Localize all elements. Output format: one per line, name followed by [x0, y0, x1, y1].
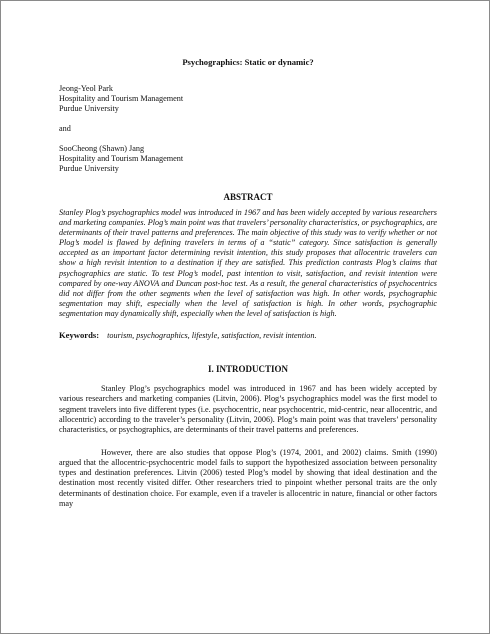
author-institution: Purdue University	[59, 164, 119, 173]
paper-title: Psychographics: Static or dynamic?	[182, 57, 314, 67]
section-heading: I. INTRODUCTION	[207, 364, 288, 375]
page-content	[59, 57, 437, 521]
author-conjunction: and	[59, 124, 71, 133]
author-department: Hospitality and Tourism Management	[59, 154, 184, 163]
body-paragraph-2: However, there are also studies that oppose Plog’s (1974, 2001, and 2002) claims. Smith (1990) argued that the allocentric-psychocentric model fails to support the hypothesized association between personality types and destination preferences. Litvin (2006) tested Plog’s model by showing that ideal destination and the destination most recently visited differ. Other researchers tried to pinpoint whether personal traits are the only determinants of destination choice. For example, even if a traveler is allocentric in nature, financial or other factors may	[59, 447, 437, 508]
keywords-text: tourism, psychographics, lifestyle, satisfaction, revisit intention.	[107, 331, 317, 341]
keywords-label: Keywords:	[59, 330, 100, 341]
author-institution: Purdue University	[59, 104, 119, 113]
keywords-line	[59, 330, 437, 341]
author-name: SooCheong (Shawn) Jang	[59, 144, 145, 153]
author-block-2	[59, 144, 437, 174]
abstract-text: Stanley Plog’s psychographics model was introduced in 1967 and has been widely accepted by various researchers and marketing companies. Plog’s main point was that travelers’ personality characteristics, or psychographics, are determinants of their travel patterns and preferences. The main objective of this study was to verify whether or not Plog’s model is flawed by defining travelers in terms of a “static” category. Since satisfaction is generally accepted as an important factor determining revisit intention, this study proposes that allocentric travelers can show a high revisit intention to a destination if they are satisfied. This prediction contrasts Plog’s claims that psychographics are static. To test Plog’s model, past intention to visit, satisfaction, and revisit intention were compared by one-way ANOVA and Duncan post-hoc test. As a result, the general characteristics of psychocentrics did not differ from the other segments when the level of satisfaction was high. In other words, psychographic segmentation may shift, especially when the level of satisfaction is high. In other words, psychographic segmentation may dynamically shift, especially when the level of satisfaction is high.	[59, 208, 437, 318]
author-department: Hospitality and Tourism Management	[59, 94, 184, 103]
author-name: Jeong-Yeol Park	[59, 84, 113, 93]
author-block-1	[59, 84, 437, 114]
body-paragraph-1: Stanley Plog’s psychographics model was introduced in 1967 and has been widely accepted by various researchers and marketing companies (Litvin, 2006). Plog’s psychographics model was the first model to segment travelers into five different types (i.e. psychocentric, near psychocentric, mid-centric, near allocentric, and allocentric) according to the traveler’s personality (Litvin, 2006). Plog’s main point was that travelers’ personality characteristics, or psychographics, are determinants of their travel patterns and preferences.	[59, 384, 437, 435]
abstract-heading: ABSTRACT	[223, 192, 273, 202]
